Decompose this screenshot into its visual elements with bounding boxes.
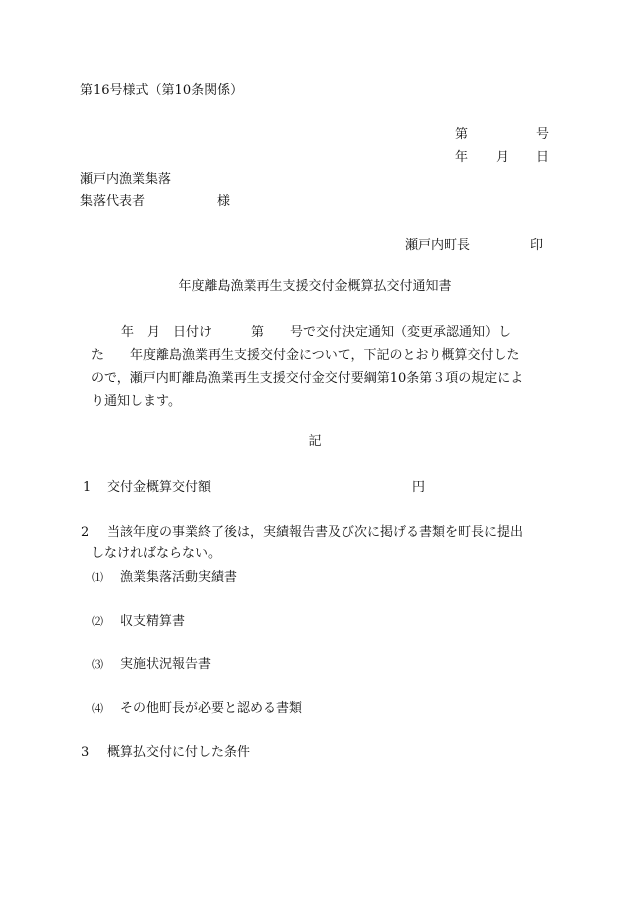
addressee-line1: 瀬戸内漁業集落 [80,172,172,187]
date-year: 年 [455,150,469,165]
addressee-line2: 集落代表者 [80,194,146,209]
subitem-2-number: ⑵ [92,615,103,628]
body-line-2: た 年度離島漁業再生支援交付金について，下記のとおり概算交付した [91,348,520,363]
ki-heading: 記 [308,434,322,449]
item3-number: 3 [81,745,90,760]
subitem-4-number: ⑷ [92,702,103,715]
item2-number: 2 [81,525,90,540]
item1-number: 1 [83,480,92,495]
document-title: 年度離島漁業再生支援交付金概算払交付通知書 [178,279,452,294]
subitem-3-label: 実施状況報告書 [120,657,212,672]
subitem-1-label: 漁業集落活動実績書 [120,570,238,585]
item2-text-line2: しなければならない。 [91,546,222,561]
subitem-4-label: その他町長が必要と認める書類 [120,701,303,716]
subitem-1-number: ⑴ [92,571,103,584]
doc-number-prefix: 第 [455,127,469,142]
form-header: 第16号様式（第10条関係） [80,83,244,98]
date-day: 日 [536,150,550,165]
seal-mark: 印 [530,238,544,253]
body-paragraph [82,321,562,413]
item3-label: 概算払交付に付した条件 [107,745,251,760]
body-line-3: ので，瀬戸内町離島漁業再生支援交付金交付要綱第10条第３項の規定によ [91,371,524,386]
issuer-name: 瀬戸内町長 [405,238,471,253]
body-line-4: り通知します。 [91,394,181,409]
date-month: 月 [496,150,510,165]
body-line-1: 年 月 日付け 第 号で交付決定通知（変更承認通知）し [82,325,512,340]
subitem-3-number: ⑶ [92,658,103,671]
item1-label: 交付金概算交付額 [107,480,212,495]
doc-number-suffix: 号 [536,127,550,142]
subitem-2-label: 収支精算書 [120,614,186,629]
addressee-honorific: 様 [217,194,231,209]
item1-unit: 円 [412,480,426,495]
item2-text-line1: 当該年度の事業終了後は，実績報告書及び次に掲げる書類を町長に提出 [107,525,524,540]
